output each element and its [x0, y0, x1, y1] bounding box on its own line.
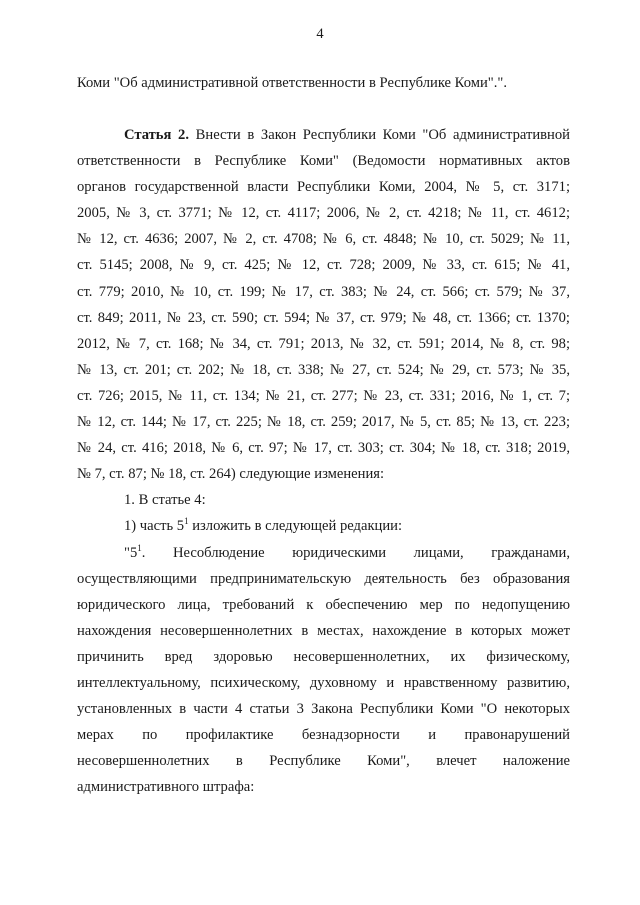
- article-line: № 13, ст. 201; ст. 202; № 18, ст. 338; № 27, ст. 524; № 29, ст. 573; № 35,: [77, 361, 570, 378]
- quote-line: причинить вред здоровью несовершеннолетних, их физическому,: [77, 648, 570, 665]
- article-line: ст. 5145; 2008, № 9, ст. 425; № 12, ст. 728; 2009, № 33, ст. 615; № 41,: [77, 257, 570, 274]
- quote-line-1: "$5^1$. Несоблюдение юридическими лицами, гражданами,: [124, 542, 570, 561]
- page-number: 4: [316, 26, 324, 42]
- quote-line: интеллектуальному, психическому, духовному и нравственному развитию,: [77, 674, 570, 691]
- article-line: ст. 779; 2010, № 10, ст. 199; № 17, ст. 383; № 24, ст. 566; ст. 579; № 37,: [77, 283, 570, 300]
- article-line: № 12, ст. 4636; 2007, № 2, ст. 4708; № 6, ст. 4848; № 10, ст. 5029; № 11,: [77, 231, 570, 248]
- article-line: 2012, № 7, ст. 168; № 34, ст. 791; 2013, № 32, ст. 591; 2014, № 8, ст. 98;: [77, 335, 570, 352]
- article-2: [77, 122, 570, 800]
- item-1: 1. В статье 4:: [124, 492, 206, 509]
- quoted-provision: [77, 540, 570, 801]
- article-line: ст. 849; 2011, № 23, ст. 590; ст. 594; № 37, ст. 979; № 48, ст. 1366; ст. 1370;: [77, 309, 570, 326]
- continuation-paragraph: [77, 70, 570, 96]
- quote-line: установленных в части 4 статьи 3 Закона Республики Коми "О некоторых: [77, 701, 570, 718]
- quote-line: административного штрафа:: [77, 779, 255, 796]
- article-line: 2005, № 3, ст. 3771; № 12, ст. 4117; 2006, № 2, ст. 4218; № 11, ст. 4612;: [77, 205, 570, 222]
- article-line: ст. 726; 2015, № 11, ст. 134; № 21, ст. 277; № 23, ст. 331; 2016, № 1, ст. 7;: [77, 387, 570, 404]
- article-line-1: Статья 2. Внести в Закон Республики Коми "Об административной: [124, 127, 570, 143]
- quote-line: несовершеннолетних в Республике Коми", влечет наложение: [77, 753, 570, 770]
- quote-line: нахождения несовершеннолетних в местах, нахождение в которых может: [77, 622, 570, 639]
- article-line: органов государственной власти Республики Коми, 2004, № 5, ст. 3171;: [77, 179, 570, 196]
- article-line: № 7, ст. 87; № 18, ст. 264) следующие изменения:: [77, 466, 385, 483]
- quote-line: мерах по профилактике безнадзорности и правонарушений: [77, 727, 570, 744]
- article-line: № 12, ст. 144; № 17, ст. 225; № 18, ст. 259; 2017, № 5, ст. 85; № 13, ст. 223;: [77, 414, 570, 431]
- continuation-line: Коми "Об административной ответственности в Республике Коми".".: [77, 75, 507, 91]
- quote-line: юридического лица, требований к обеспечению мер по недопущению: [77, 596, 570, 613]
- quote-line: осуществляющими предпринимательскую деятельность без образования: [77, 570, 570, 587]
- article-line: № 24, ст. 416; 2018, № 6, ст. 97; № 17, ст. 303; ст. 304; № 18, ст. 318; 2019,: [77, 440, 570, 457]
- article-line: ответственности в Республике Коми" (Ведомости нормативных актов: [77, 153, 570, 170]
- subitem-1: 1) часть $5^1$ изложить в следующей редакции:: [124, 516, 403, 535]
- article-heading: Статья 2.: [124, 127, 189, 143]
- article-intro: [77, 122, 570, 487]
